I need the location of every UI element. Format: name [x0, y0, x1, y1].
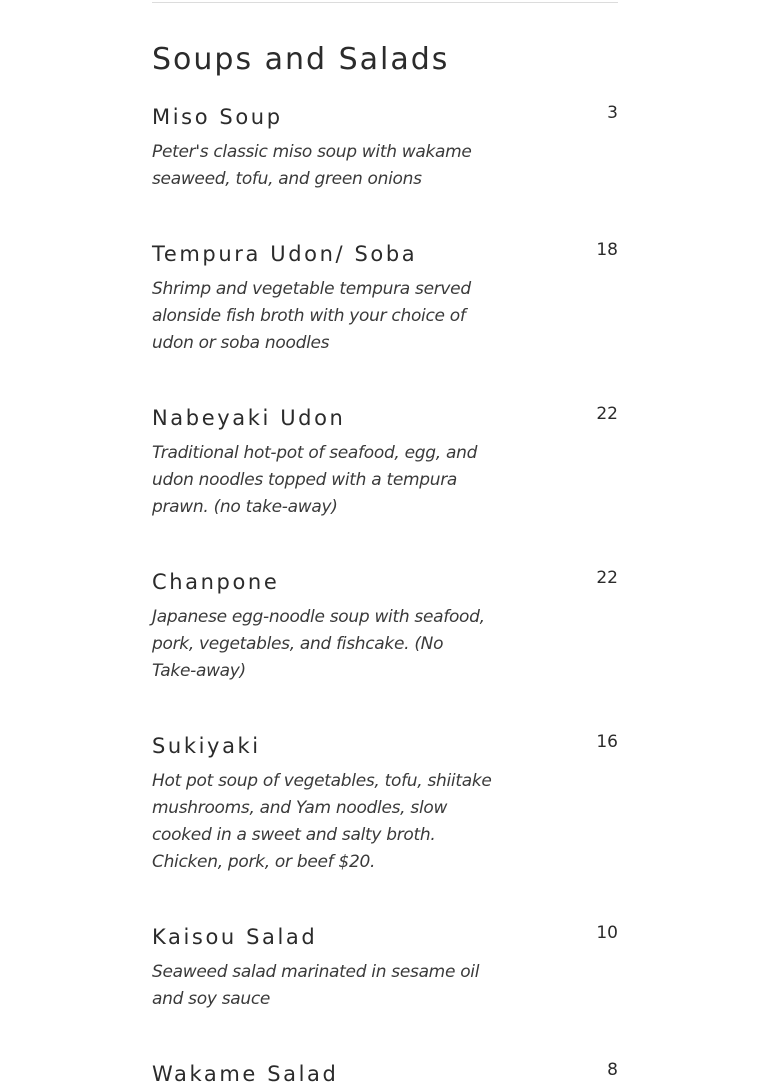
menu-item-description: Seaweed salad marinated in sesame oil and soy sauce [152, 962, 480, 1009]
menu-item-description: Peter's classic miso soup with wakame seaweed, tofu, and green onions [152, 142, 472, 189]
menu-item-price: 8 [607, 1060, 618, 1080]
menu-item-description: Japanese egg-noodle soup with seafood, pork, vegetables, and fishcake. (No Take-away) [152, 607, 485, 681]
menu-item-name: Sukiyaki [152, 734, 261, 758]
menu-item-name: Wakame Salad [152, 1062, 339, 1086]
menu-item-price: 16 [596, 732, 618, 752]
menu-item-description: Hot pot soup of vegetables, tofu, shiitake mushrooms, and Yam noodles, slow cooked in a sweet and salty broth. Chicken, pork, or beef $20. [152, 771, 492, 872]
menu-item-name: Kaisou Salad [152, 925, 318, 949]
section-title: Soups and Salads [152, 42, 450, 77]
menu-item-price: 22 [596, 404, 618, 424]
menu-item-name: Chanpone [152, 570, 280, 594]
menu-item-description: Shrimp and vegetable tempura served alonside fish broth with your choice of udon or soba noodles [152, 279, 471, 353]
menu-item-price: 10 [596, 923, 618, 943]
menu-item-name: Miso Soup [152, 105, 283, 129]
menu-item-price: 18 [596, 240, 618, 260]
menu-item-name: Tempura Udon/ Soba [152, 242, 418, 266]
section-divider [152, 2, 618, 3]
menu-item-description: Traditional hot-pot of seafood, egg, and udon noodles topped with a tempura prawn. (no take-away) [152, 443, 478, 517]
menu-item-price: 3 [607, 103, 618, 123]
menu-item-price: 22 [596, 568, 618, 588]
menu-item-name: Nabeyaki Udon [152, 406, 346, 430]
